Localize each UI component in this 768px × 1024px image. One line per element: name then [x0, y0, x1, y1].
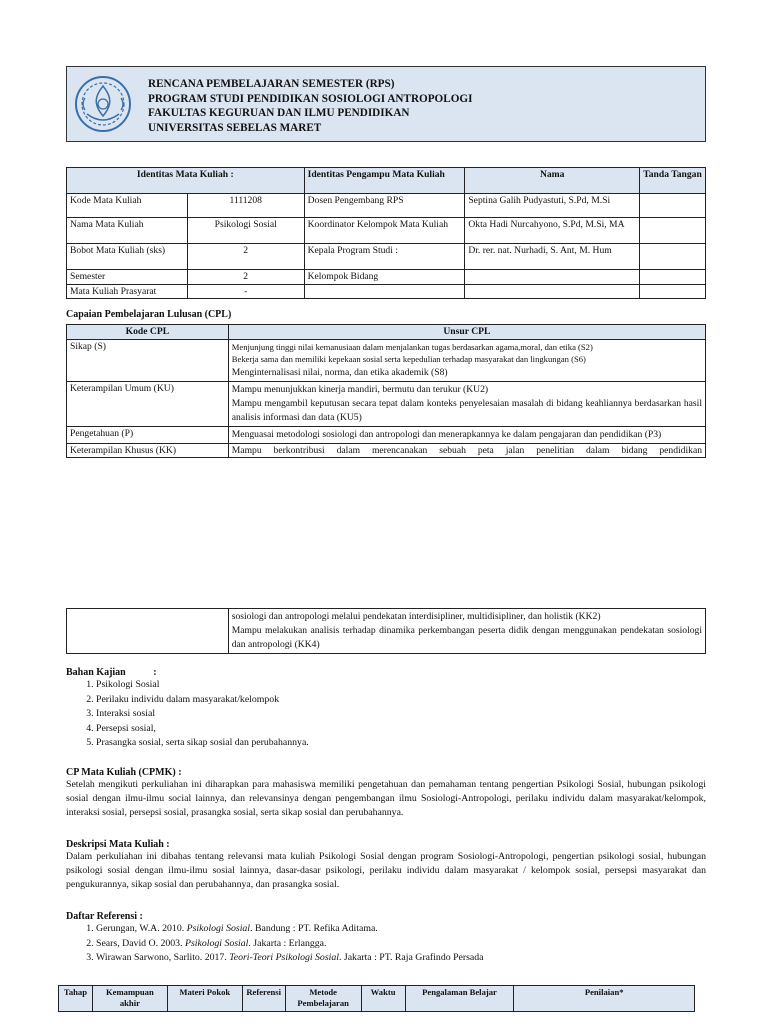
- referensi-section: [66, 911, 706, 966]
- deskripsi-section: [66, 839, 706, 892]
- table-row: [67, 270, 706, 285]
- rps-header: [66, 66, 706, 142]
- bahan-kajian-section: [66, 667, 706, 751]
- table-cell: [67, 609, 229, 654]
- table-cell: Kepala Program Studi :: [304, 244, 465, 270]
- cpl-elements: [228, 381, 705, 426]
- table-cell: 2: [187, 270, 304, 285]
- ref-publisher: . Jakarta : Erlangga.: [248, 937, 327, 949]
- signature-cell: [640, 194, 706, 218]
- table-row: [67, 381, 706, 426]
- table-cell: Kode Mata Kuliah: [67, 194, 188, 218]
- cpl-header-element: Unsur CPL: [228, 325, 705, 340]
- header-title: [148, 77, 472, 135]
- list-item: 1. Psikologi Sosial: [96, 678, 706, 693]
- cpl-item: sosiologi dan antropologi melalui pendekatan interdisipliner, multidisipliner, dan holistik (KK2): [231, 611, 601, 622]
- schedule-header-ability: Kemampuan akhir: [92, 986, 167, 1012]
- ref-title: Psikologi Sosial: [184, 937, 249, 949]
- table-cell: Dr. rer. nat. Nurhadi, S. Ant, M. Hum: [465, 244, 640, 270]
- cpl-header-code: Kode CPL: [67, 325, 229, 340]
- cpl-table: [66, 324, 706, 458]
- schedule-header-stage: Tahap: [59, 986, 93, 1012]
- identity-header-course: Identitas Mata Kuliah :: [67, 168, 305, 194]
- signature-cell: [640, 270, 706, 285]
- table-cell: Nama Mata Kuliah: [67, 218, 188, 244]
- identity-header-lecturer: Identitas Pengampu Mata Kuliah: [304, 168, 465, 194]
- identity-table: [66, 167, 706, 299]
- referensi-list: [66, 922, 706, 966]
- table-cell: Bobot Mata Kuliah (sks): [67, 244, 188, 270]
- schedule-header-time: Waktu: [361, 986, 405, 1012]
- table-row: [67, 339, 706, 381]
- cpmk-title: CP Mata Kuliah (CPMK) :: [66, 767, 182, 778]
- cpl-item: Bekerja sama dan memiliki kepekaan sosial serta kepedulian terhadap masyarakat dan lingkungan (S6): [231, 354, 586, 364]
- referensi-title: Daftar Referensi :: [66, 911, 143, 922]
- schedule-header-method: Metode Pembelajaran: [285, 986, 361, 1012]
- table-row: [67, 284, 706, 299]
- cpl-item: Mampu menunjukkan kinerja mandiri, bermutu dan terukur (KU2): [231, 383, 489, 395]
- table-cell: [465, 270, 640, 285]
- list-item: [96, 951, 706, 966]
- table-cell: Koordinator Kelompok Mata Kuliah: [304, 218, 465, 244]
- schedule-header-assessment: Penilaian*: [514, 986, 695, 1012]
- table-cell: Psikologi Sosial: [187, 218, 304, 244]
- schedule-table: [58, 985, 695, 1012]
- cpl-item: Mampu berkontribusi dalam merencanakan sebuah peta jalan penelitian dalam bidang pendidikan: [228, 443, 705, 458]
- table-row: [67, 443, 706, 458]
- cpl-title: Capaian Pembelajaran Lulusan (CPL): [66, 309, 232, 320]
- schedule-header-material: Materi Pokok: [167, 986, 242, 1012]
- table-cell: [304, 284, 465, 299]
- signature-cell: [640, 218, 706, 244]
- cpl-elements: [228, 339, 705, 381]
- cpl-item: Mampu melakukan analisis terhadap dinamika perkembangan peserta didik dengan menggunakan pendekatan sosiologi dan antropologi (KK4): [231, 625, 702, 650]
- cpl-elements: [228, 609, 705, 654]
- table-cell: Septina Galih Pudyastuti, S.Pd, M.Si: [465, 194, 640, 218]
- deskripsi-title: Deskripsi Mata Kuliah :: [66, 839, 170, 850]
- bahan-kajian-list: [66, 678, 706, 751]
- ref-publisher: . Jakarta : PT. Raja Grafindo Persada: [338, 952, 484, 963]
- deskripsi-text: Dalam perkuliahan ini dibahas tentang relevansi mata kuliah Psikologi Sosial dengan program Sosiologi-Antropologi, pengertian psikologi sosial, hubungan psikologi sosial dengan ilmu-ilmu sosial lainnya, dasar-dasar psikologi, perilaku individu dalam masyarakat / kelompok sosial, persepsi masyarakat dan pengukurannya, sikap sosial dan perubahannya, dan prasangka sosial.: [66, 851, 706, 890]
- list-item: 5. Prasangka sosial, serta sikap sosial dan perubahannya.: [96, 736, 706, 751]
- header-line-4: UNIVERSITAS SEBELAS MARET: [148, 121, 322, 134]
- table-cell: Dosen Pengembang RPS: [304, 194, 465, 218]
- identity-header-signature: Tanda Tangan: [640, 168, 706, 194]
- table-cell: Semester: [67, 270, 188, 285]
- cpl-item: Menginternalisasi nilai, norma, dan etika akademik (S8): [231, 366, 448, 378]
- ref-publisher: . Bandung : PT. Refika Aditama.: [250, 923, 378, 934]
- table-cell: Mata Kuliah Prasyarat: [67, 284, 188, 299]
- table-cell: -: [187, 284, 304, 299]
- list-item: [96, 922, 706, 937]
- bahan-kajian-title: Bahan Kajian :: [66, 667, 157, 678]
- schedule-header-reference: Referensi: [242, 986, 285, 1012]
- table-row: [67, 194, 706, 218]
- cpl-code: Keterampilan Khusus (KK): [67, 443, 229, 458]
- cpl-code: Keterampilan Umum (KU): [67, 381, 229, 426]
- university-logo-icon: [73, 74, 133, 134]
- list-item: [96, 937, 706, 952]
- cpl-table-continued: [66, 608, 706, 654]
- list-item: 2. Perilaku individu dalam masyarakat/kelompok: [96, 693, 706, 708]
- ref-author: Gerungan, W.A. 2010.: [96, 923, 187, 934]
- table-row: [67, 218, 706, 244]
- ref-author: Wirawan Sarwono, Sarlito. 2017.: [96, 952, 230, 963]
- table-cell: [465, 284, 640, 299]
- table-row: [67, 426, 706, 443]
- signature-cell: [640, 244, 706, 270]
- table-cell: 1111208: [187, 194, 304, 218]
- table-cell: 2: [187, 244, 304, 270]
- list-item: 3. Interaksi sosial: [96, 707, 706, 722]
- table-cell: Okta Hadi Nurcahyono, S.Pd, M.Si, MA: [465, 218, 640, 244]
- list-item: 4. Persepsi sosial,: [96, 722, 706, 737]
- signature-cell: [640, 284, 706, 299]
- table-row: [67, 609, 706, 654]
- ref-title: Teori-Teori Psikologi Sosial: [229, 952, 339, 963]
- cpl-code: Sikap (S): [67, 339, 229, 381]
- cpl-item: Mampu mengambil keputusan secara tepat dalam konteks penyelesaian masalah di bidang keahliannya berdasarkan hasil analisis informasi dan data (KU5): [231, 397, 702, 423]
- identity-header-name: Nama: [465, 168, 640, 194]
- cpl-item: Menguasai metodologi sosiologi dan antropologi dan menerapkannya ke dalam pengajaran dan pendidikan (P3): [228, 426, 705, 443]
- cpmk-text: Setelah mengikuti perkuliahan ini diharapkan para mahasiswa memiliki pengetahuan dan pemahaman tentang pengertian Psikologi Sosial, hubungan psikologi sosial dengan ilmu-ilmu social lainnya, dan relevansinya dengan pengembangan ilmu Sosiologi-Antropologi, perilaku individu dalam masyarakat/kelompok, interaksi sosial, persepsi sosial, prasangka sosial, serta sikap sosial dan perubahannya.: [66, 779, 706, 818]
- cpl-code: Pengetahuan (P): [67, 426, 229, 443]
- table-row: [67, 244, 706, 270]
- header-line-3: FAKULTAS KEGURUAN DAN ILMU PENDIDIKAN: [148, 107, 410, 119]
- table-cell: Kelompok Bidang: [304, 270, 465, 285]
- cpl-item: Menjunjung tinggi nilai kemanusiaan dalam menjalankan tugas berdasarkan agama,moral, dan etika (S2): [231, 341, 593, 352]
- ref-title: Psikologi Sosial: [186, 923, 251, 934]
- cpmk-section: [66, 767, 706, 820]
- header-line-2: PROGRAM STUDI PENDIDIKAN SOSIOLOGI ANTROPOLOGI: [148, 92, 473, 105]
- header-line-1: RENCANA PEMBELAJARAN SEMESTER (RPS): [148, 78, 395, 90]
- schedule-header-experience: Pengalaman Belajar: [405, 986, 514, 1012]
- ref-author: Sears, David O. 2003.: [96, 937, 185, 949]
